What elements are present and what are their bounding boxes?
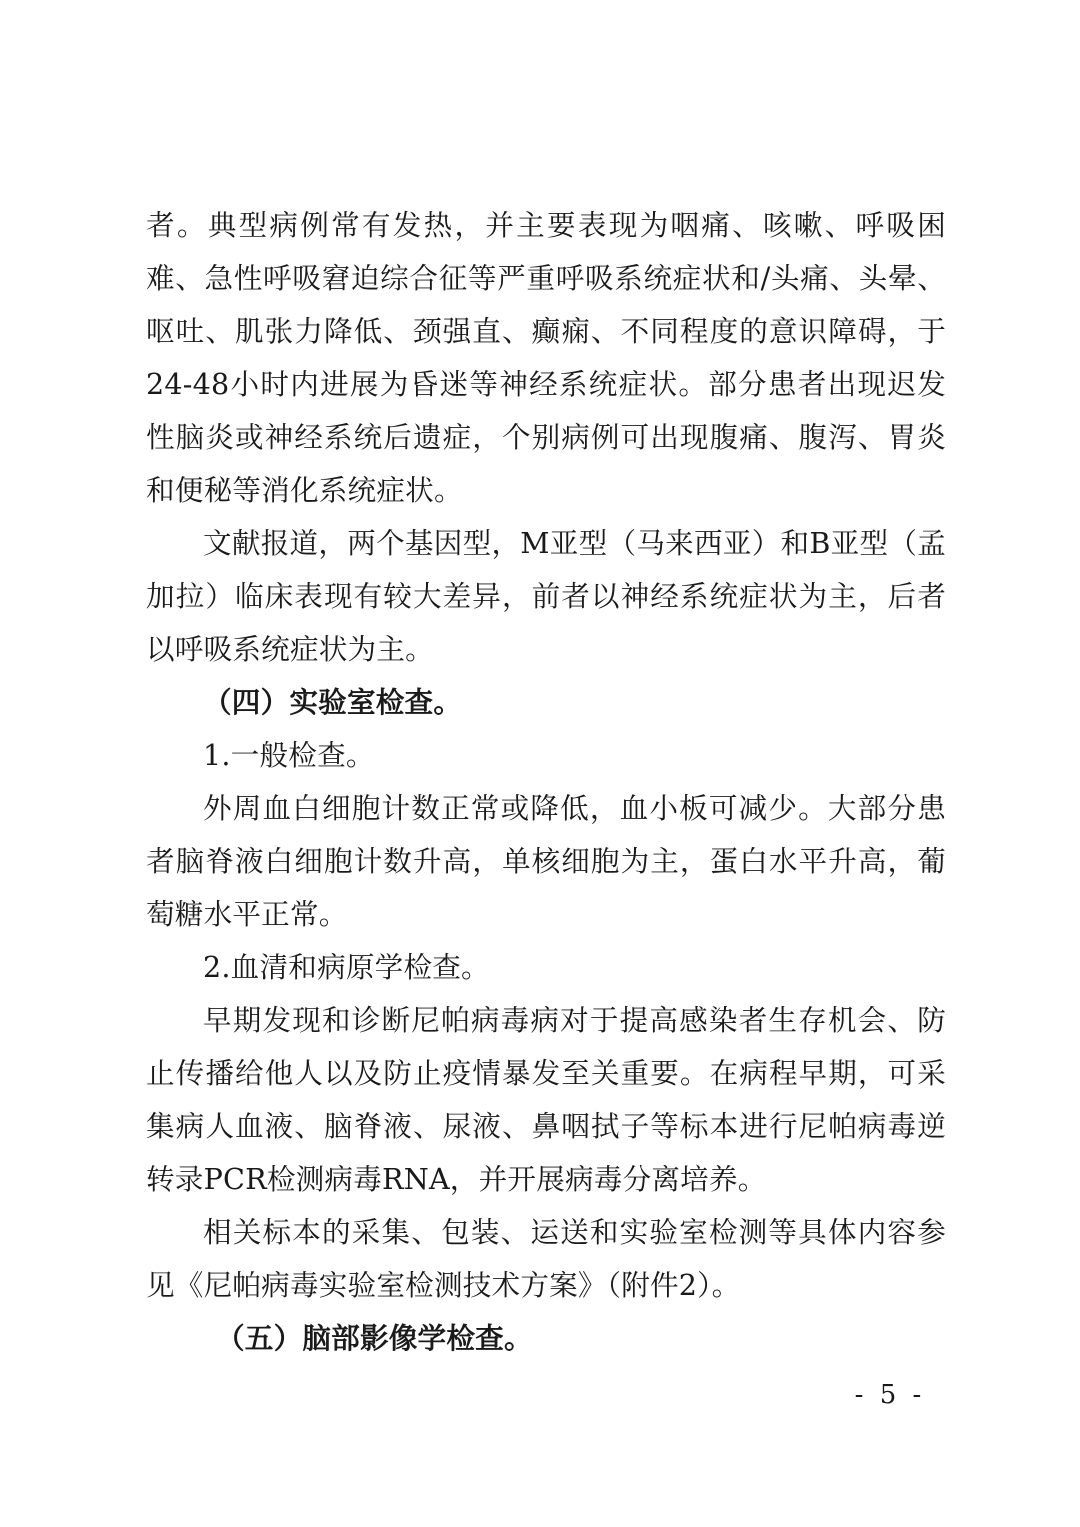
paragraph-clinical-symptoms: 者。典型病例常有发热，并主要表现为咽痛、咳嗽、呼吸困难、急性呼吸窘迫综合征等严重呼吸系统症状和/头痛、头晕、呕吐、肌张力降低、颈强直、癫痫、不同程度的意识障碍，于24-48小时内进展为昏迷等神经系统症状。部分患者出现迟发性脑炎或神经系统后遗症，个别病例可出现腹痛、腹泻、胃炎和便秘等消化系统症状。 — [146, 208, 946, 507]
subheading-general-tests: 1.一般检查。 — [203, 738, 375, 772]
paragraph-specimen-reference: 相关标本的采集、包装、运送和实验室检测等具体内容参见《尼帕病毒实验室检测技术方案》（附件2）。 — [146, 1215, 946, 1302]
subheading-serology-pathogen: 2.血清和病原学检查。 — [203, 950, 490, 984]
paragraph-early-diagnosis: 早期发现和诊断尼帕病毒病对于提高感染者生存机会、防止传播给他人以及防止疫情暴发至关重要。在病程早期，可采集病人血液、脑脊液、尿液、鼻咽拭子等标本进行尼帕病毒逆转录PCR检测病毒RNA，并开展病毒分离培养。 — [146, 1003, 946, 1196]
page-number: - 5 - — [854, 1380, 926, 1410]
section-heading-lab-tests: （四）实验室检查。 — [203, 685, 463, 719]
section-heading-brain-imaging: （五）脑部影像学检查。 — [216, 1321, 533, 1355]
paragraph-genotypes: 文献报道，两个基因型，M亚型（马来西亚）和B亚型（孟加拉）临床表现有较大差异，前者以神经系统症状为主，后者以呼吸系统症状为主。 — [146, 526, 946, 666]
document-body — [146, 199, 946, 1365]
paragraph-blood-csf: 外周血白细胞计数正常或降低，血小板可减少。大部分患者脑脊液白细胞计数升高，单核细胞为主，蛋白水平升高，葡萄糖水平正常。 — [146, 791, 946, 931]
